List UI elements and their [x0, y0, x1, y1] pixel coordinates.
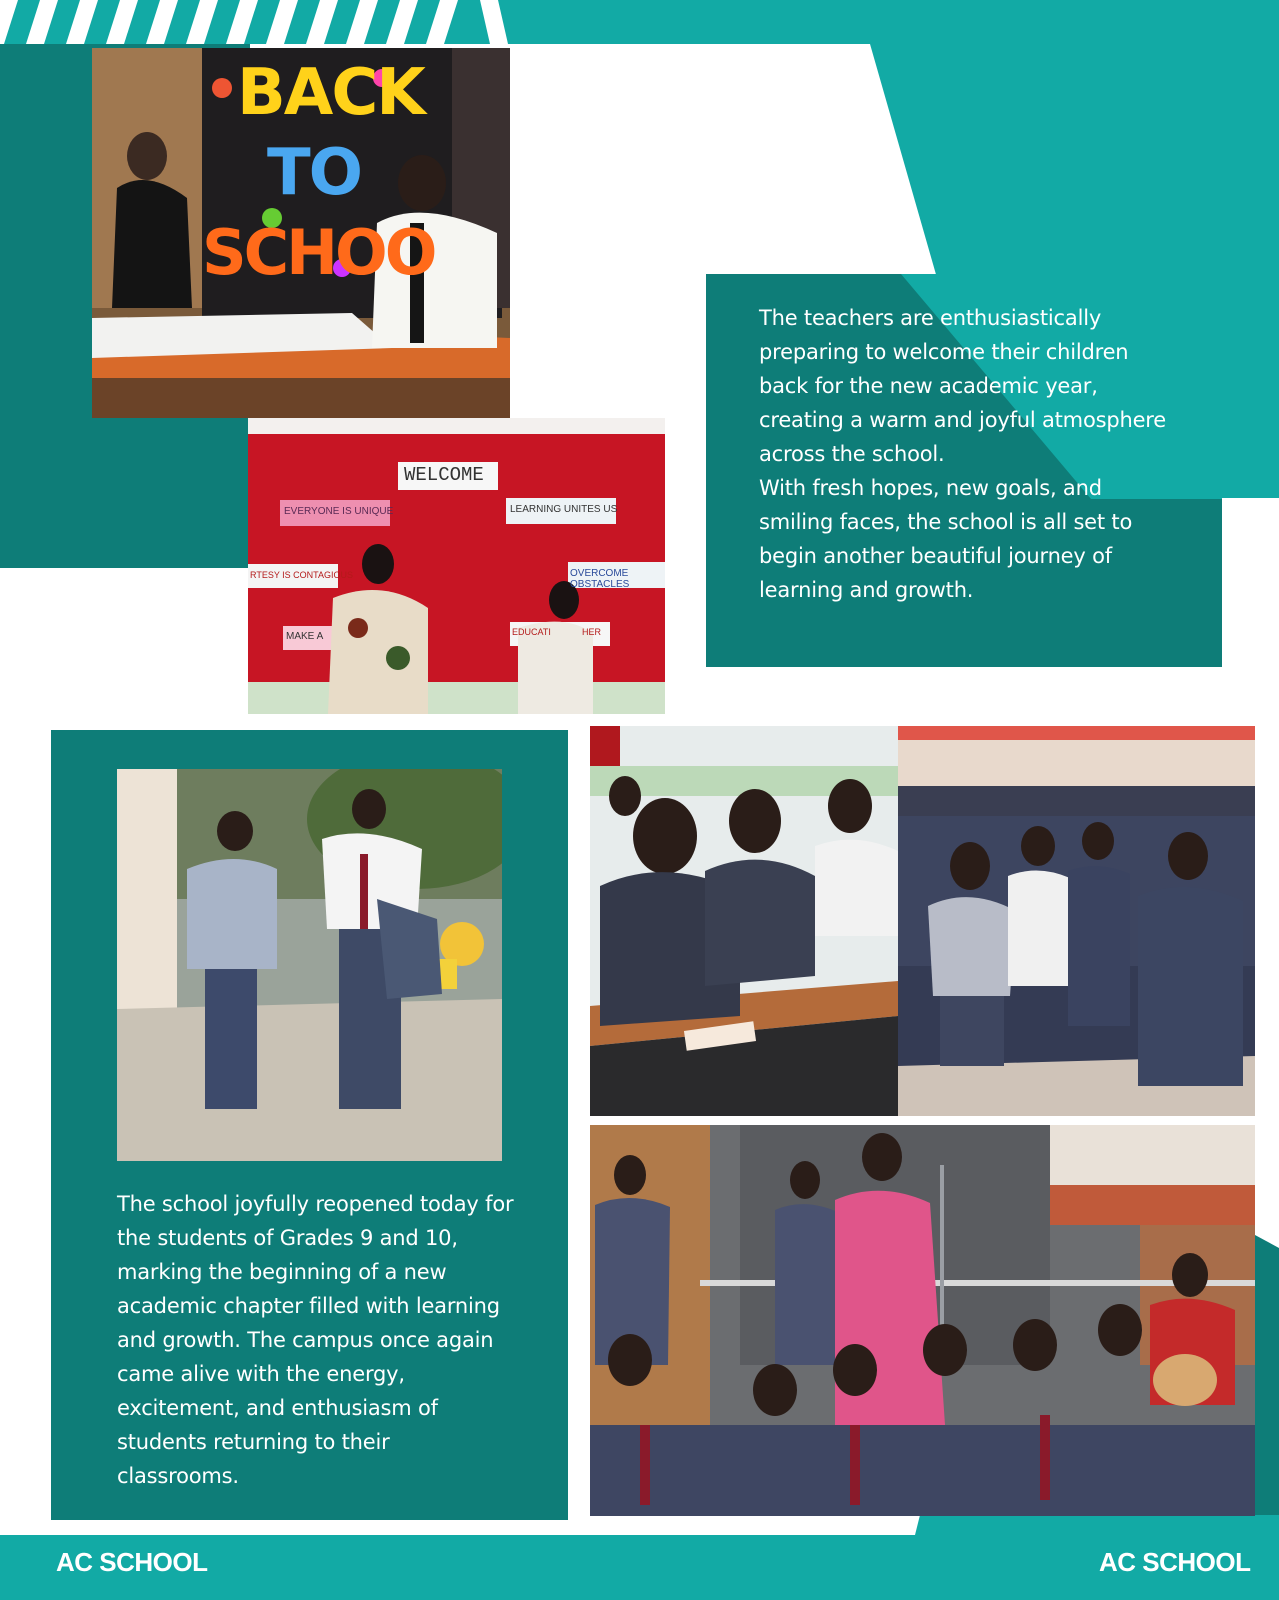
board-label-make-a: MAKE A: [286, 631, 324, 642]
bottom-text-block: The school joyfully reopened today for the students of Grades 9 and 10, marking the beginning of a new academic chapter filled with learning and growth. The campus once again came alive with the energy, excitement, and enthusiasm of students returning to their classrooms.: [117, 1192, 514, 1488]
top-paragraph-2: With fresh hopes, new goals, and smiling faces, the school is all set to begin another beautiful journey of learning and growth.: [759, 476, 1133, 602]
board-label-everyone-unique: EVERYONE IS UNIQUE: [284, 506, 394, 517]
footer-label-right: AC SCHOOL: [1099, 1547, 1251, 1577]
top-paragraph-1: The teachers are enthusiastically preparing to welcome their children back for the new academic year, creating a warm and joyful atmosphere across the school.: [759, 306, 1166, 466]
photo-classroom: [590, 726, 898, 1116]
photo-assembly: [898, 726, 1255, 1116]
board-label-educati: EDUCATI: [512, 627, 551, 637]
board-label-learning-unites: LEARNING UNITES US: [510, 504, 618, 515]
footer-label-left: AC SCHOOL: [56, 1547, 208, 1577]
photo-decorating-board: [92, 48, 510, 418]
board-label-overcome: OVERCOME OBSTACLES: [570, 568, 630, 590]
photo-students-walking: [117, 769, 502, 1161]
top-text-block: [759, 301, 1169, 607]
board-text-back: BACK: [237, 56, 424, 130]
photo-speaker-assembly: [590, 1125, 1255, 1516]
board-label-welcome: WELCOME: [404, 464, 484, 486]
board-text-to: TO: [267, 136, 362, 210]
board-label-courtesy: RTESY IS CONTAGIOUS: [250, 570, 354, 580]
board-label-her: HER: [582, 627, 602, 637]
photo-welcome-board: [248, 418, 665, 714]
board-text-school: SCHOO: [202, 216, 435, 289]
